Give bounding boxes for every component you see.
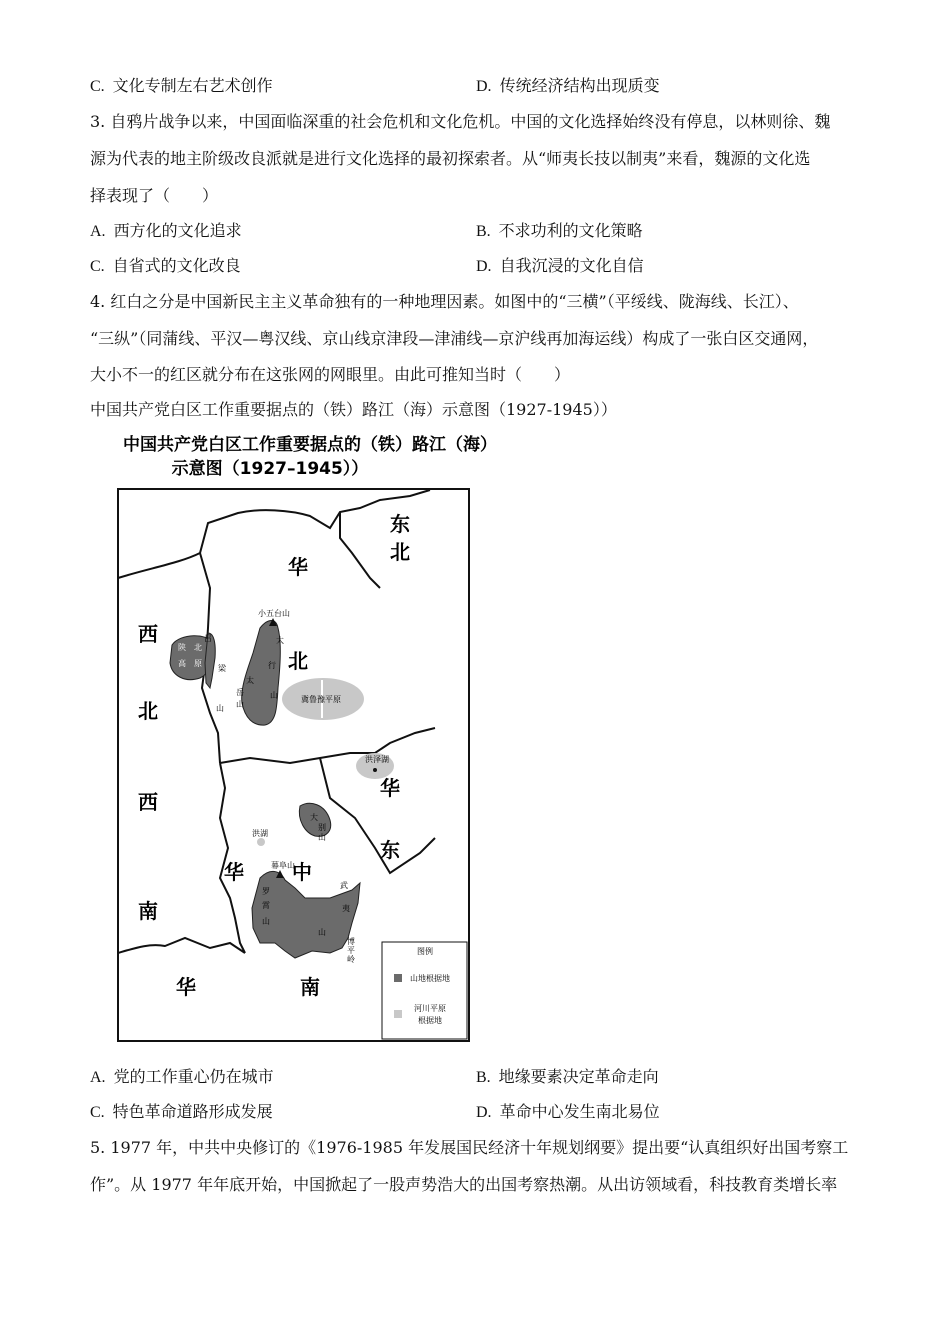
- region-label: 东: [380, 838, 400, 862]
- option-a: A. 党的工作重心仍在城市: [90, 1067, 274, 1086]
- place-label: 山: [236, 700, 244, 709]
- region-label: 北: [288, 649, 308, 673]
- honghu-plain-base: [257, 838, 265, 846]
- place-label: 博: [347, 937, 355, 946]
- place-label: 洪泽湖: [365, 755, 389, 764]
- question-4-line: 4. 红白之分是中国新民主主义革命独有的一种地理因素。如图中的“三横”（平绥线、陇海线、长江）、: [90, 292, 799, 311]
- question-4-line: 大小不一的红区就分布在这张网的网眼里。由此可推知当时（ ）: [90, 365, 571, 384]
- place-label: 大: [310, 813, 318, 822]
- option-c: C. 自省式的文化改良: [90, 256, 241, 275]
- place-label: 原: [194, 659, 202, 668]
- option-b: B. 地缘要素决定革命走向: [476, 1067, 659, 1086]
- place-label: 山: [216, 704, 224, 713]
- region-label: 华: [288, 555, 308, 579]
- place-label: 武: [340, 881, 348, 890]
- option-a: A. 西方化的文化追求: [90, 221, 242, 240]
- map-title-1: 中国共产党白区工作重要据点的（铁）路江（海）: [123, 435, 497, 455]
- place-label: 别: [318, 823, 326, 832]
- place-label: 行: [268, 661, 276, 670]
- place-label: 山: [318, 928, 326, 937]
- place-label: 幕阜山: [271, 861, 295, 870]
- legend-plain-label: 河川平原: [414, 1004, 446, 1013]
- place-label: 高: [178, 659, 186, 668]
- region-label: 西: [138, 790, 158, 814]
- map-title-2: 示意图（1927–1945））: [171, 459, 369, 479]
- hongze-dot-icon: [373, 768, 377, 772]
- option-d: D. 自我沉浸的文化自信: [476, 256, 644, 275]
- map-figure: [90, 428, 530, 1048]
- place-label: 陕: [178, 643, 186, 652]
- place-label: 梁: [218, 664, 226, 673]
- legend-mountain-label: 山地根据地: [410, 974, 450, 983]
- question-5-line: 5. 1977 年，中共中央修订的《1976-1985 年发展国民经济十年规划纲要》提出要“认真组织好出国考察工: [90, 1138, 849, 1157]
- question-3-line: 择表现了（ ）: [90, 186, 219, 205]
- question-5-line: 作”。从 1977 年年底开始，中国掀起了一股声势浩大的出国考察热潮。从出访领域看，科技教育类增长率: [90, 1175, 838, 1194]
- region-label: 西: [138, 622, 158, 646]
- place-label: 北: [194, 643, 202, 652]
- option-c: C. 特色革命道路形成发展: [90, 1102, 273, 1121]
- place-label: 太: [276, 636, 284, 645]
- option-d: D. 革命中心发生南北易位: [476, 1102, 660, 1121]
- legend-plain-label: 根据地: [418, 1016, 442, 1025]
- question-3-line: 源为代表的地主阶级改良派就是进行文化选择的最初探索者。从“师夷长技以制夷”来看，魏源的文化选: [90, 149, 811, 168]
- place-label: 山: [270, 691, 278, 700]
- place-label: 山: [318, 833, 326, 842]
- place-label: 岭: [347, 955, 355, 964]
- region-label: 南: [138, 899, 158, 923]
- place-label: 平: [347, 946, 355, 955]
- question-3-line: 3. 自鸦片战争以来，中国面临深重的社会危机和文化危机。中国的文化选择始终没有停息，以林则徐、魏: [90, 112, 831, 131]
- place-label: 冀鲁豫平原: [301, 695, 341, 704]
- region-label: 东: [390, 512, 410, 536]
- region-label: 北: [138, 699, 158, 723]
- legend-plain-swatch: [394, 1010, 402, 1018]
- place-label: 夷: [342, 904, 350, 913]
- option-d: D. 传统经济结构出现质变: [476, 76, 660, 95]
- region-label: 华: [224, 860, 244, 884]
- legend-title: 图例: [417, 947, 433, 956]
- question-4-line: “三纵”（同蒲线、平汉—粤汉线、京山线京津段—津浦线—京沪线再加海运线）构成了一张白区交通网，: [90, 329, 819, 348]
- region-label: 北: [390, 540, 410, 564]
- region-label: 华: [176, 975, 196, 999]
- place-label: 山: [262, 917, 270, 926]
- place-label: 太: [246, 676, 254, 685]
- place-label: 霄: [262, 901, 270, 910]
- region-label: 中: [292, 860, 312, 884]
- place-label: 岳: [236, 688, 244, 697]
- place-label: 小五台山: [258, 609, 290, 618]
- place-label: 洪湖: [252, 829, 268, 838]
- place-label: 吕: [204, 634, 212, 643]
- legend-mountain-swatch: [394, 974, 402, 982]
- option-b: B. 不求功利的文化策略: [476, 221, 643, 240]
- region-label: 南: [300, 975, 320, 999]
- map-svg: [90, 428, 530, 1048]
- figure-caption: 中国共产党白区工作重要据点的（铁）路江（海）示意图（1927-1945））: [90, 400, 617, 419]
- region-label: 华: [380, 776, 400, 800]
- option-c: C. 文化专制左右艺术创作: [90, 76, 273, 95]
- place-label: 罗: [262, 887, 270, 896]
